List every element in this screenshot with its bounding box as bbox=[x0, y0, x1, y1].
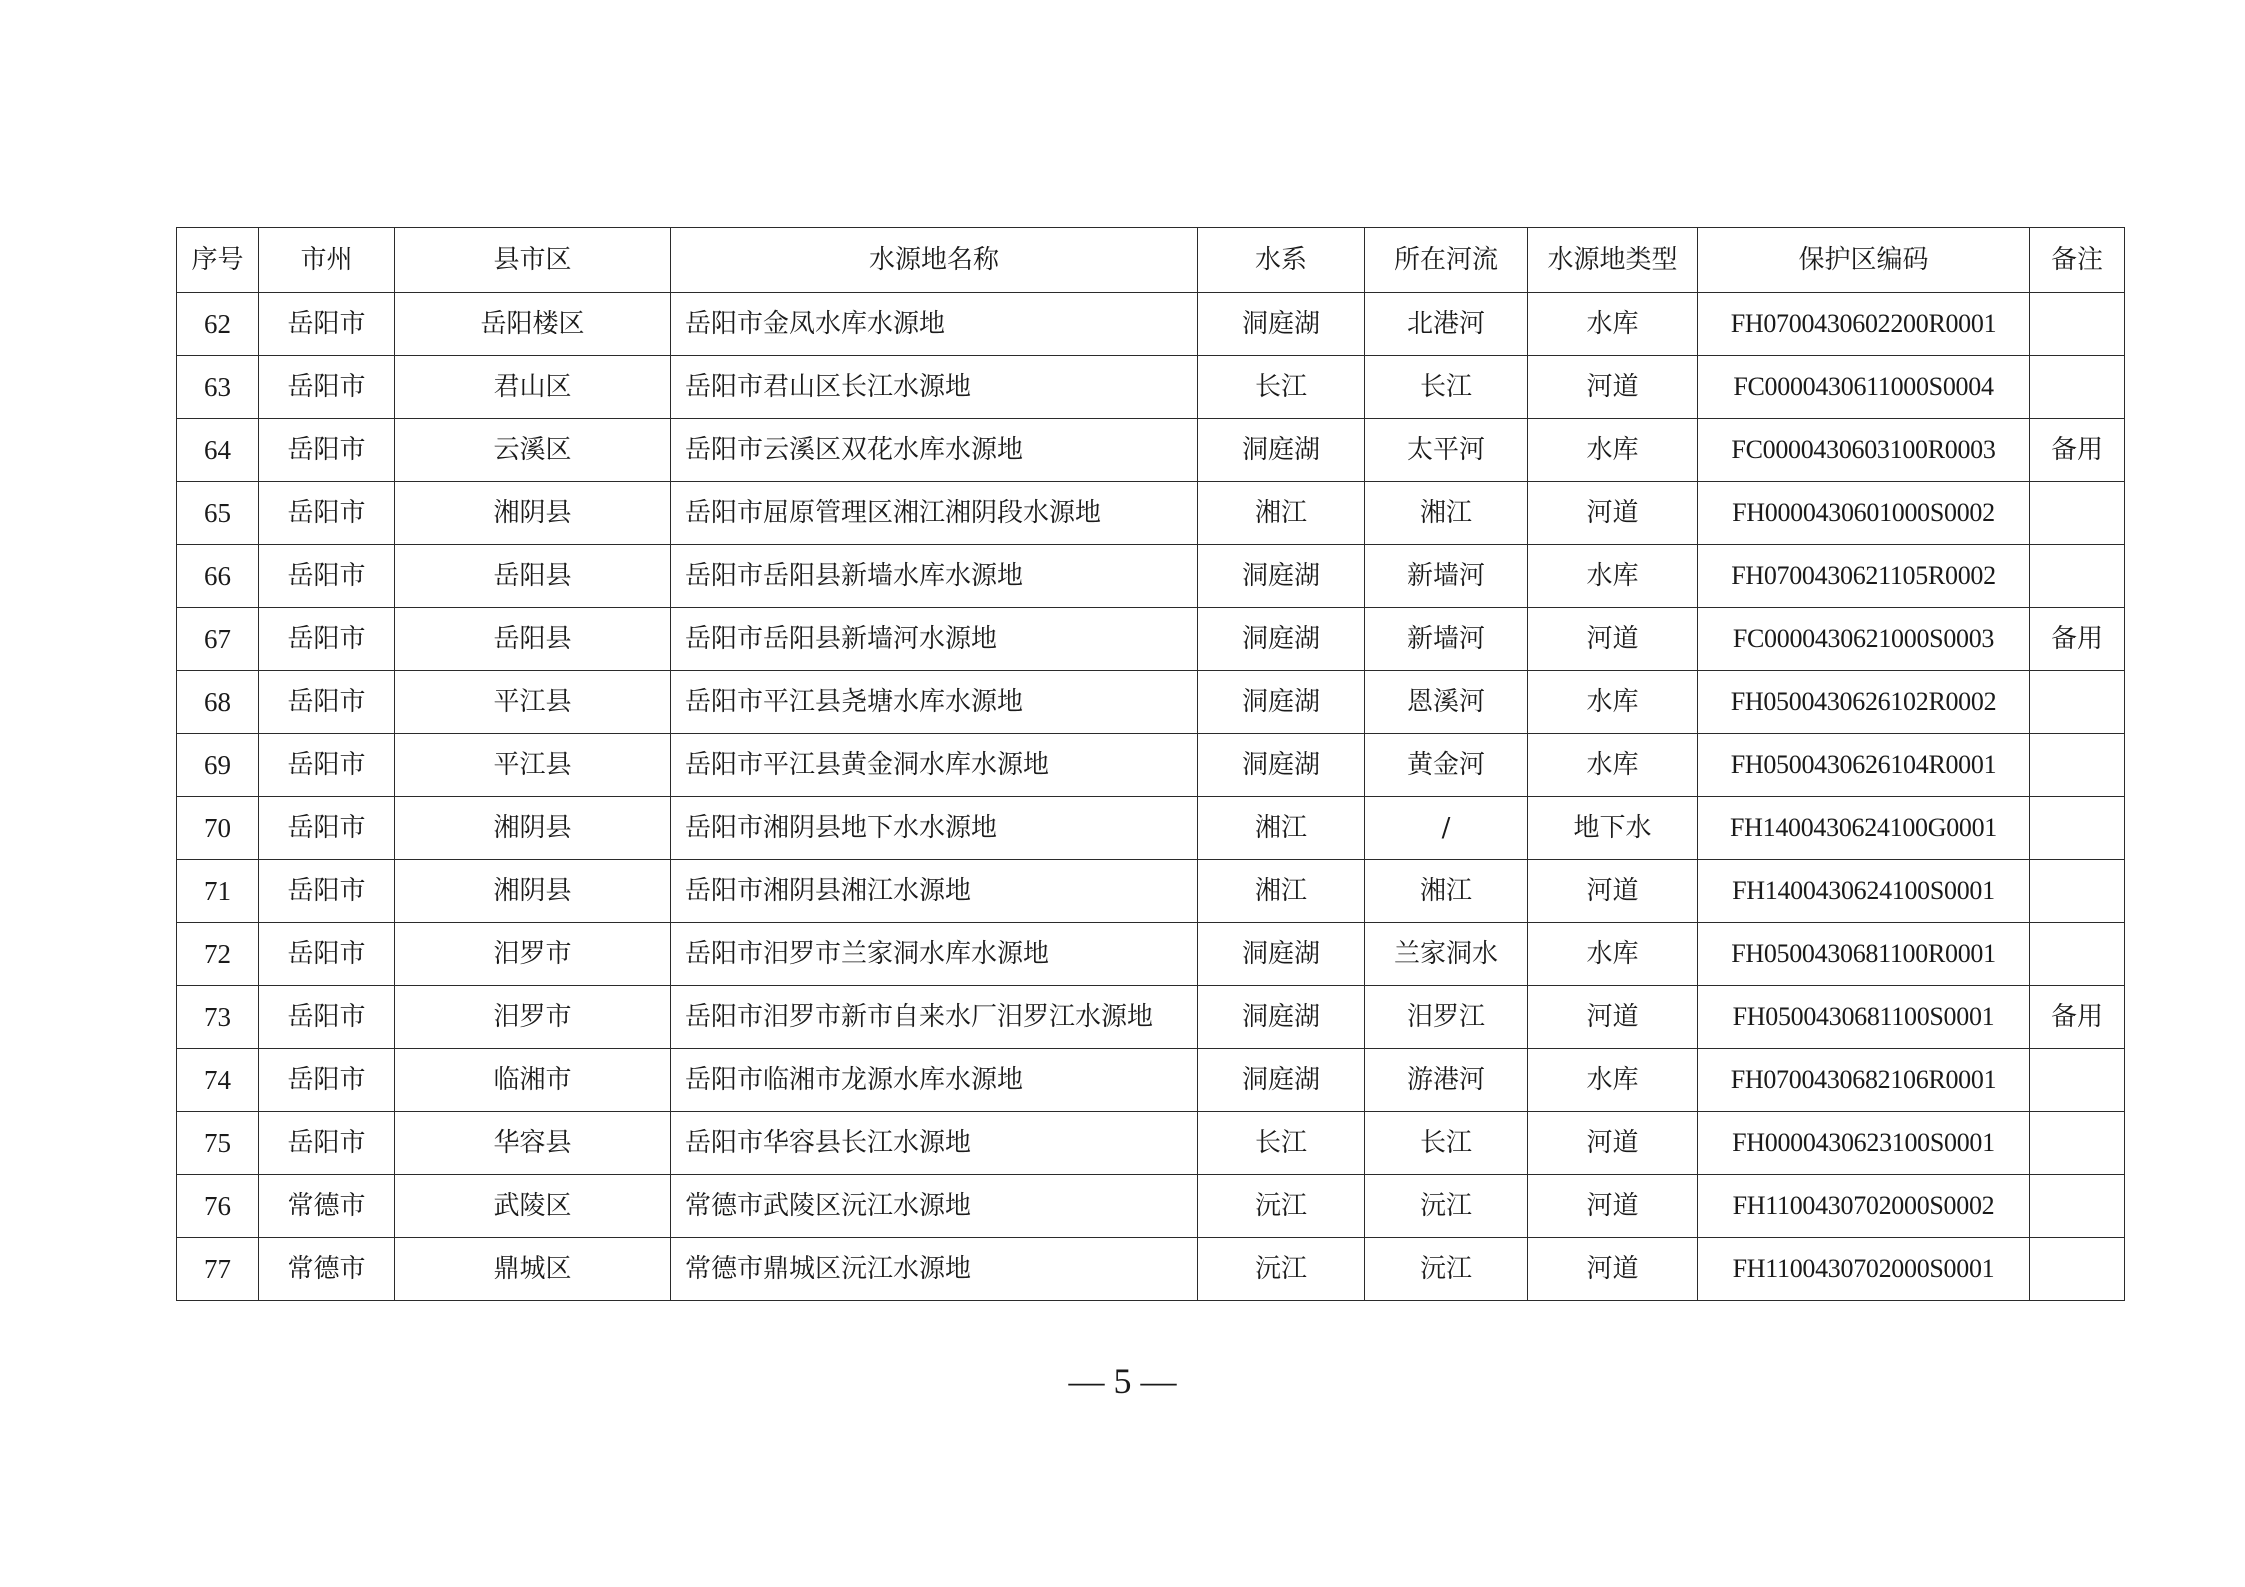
cell-source-name: 岳阳市屈原管理区湘江湘阴段水源地 bbox=[671, 482, 1198, 545]
cell-water-system: 湘江 bbox=[1198, 860, 1365, 923]
cell-source-name: 岳阳市汨罗市新市自来水厂汨罗江水源地 bbox=[671, 986, 1198, 1049]
cell-city: 岳阳市 bbox=[259, 986, 395, 1049]
cell-river: 沅江 bbox=[1365, 1238, 1528, 1301]
cell-city: 岳阳市 bbox=[259, 545, 395, 608]
cell-water-system: 长江 bbox=[1198, 1112, 1365, 1175]
cell-protection-code: FH1400430624100G0001 bbox=[1698, 797, 2030, 860]
table-row bbox=[177, 797, 2125, 860]
cell-county: 湘阴县 bbox=[395, 797, 671, 860]
cell-river: 黄金河 bbox=[1365, 734, 1528, 797]
cell-index: 73 bbox=[177, 986, 259, 1049]
cell-source-type: 河道 bbox=[1528, 860, 1698, 923]
cell-source-type: 地下水 bbox=[1528, 797, 1698, 860]
cell-remarks bbox=[2030, 1238, 2125, 1301]
cell-source-name: 岳阳市湘阴县地下水水源地 bbox=[671, 797, 1198, 860]
table-row bbox=[177, 671, 2125, 734]
water-source-table bbox=[176, 227, 2125, 1301]
cell-water-system: 湘江 bbox=[1198, 797, 1365, 860]
cell-city: 常德市 bbox=[259, 1238, 395, 1301]
cell-source-type: 水库 bbox=[1528, 293, 1698, 356]
cell-remarks bbox=[2030, 797, 2125, 860]
table-row bbox=[177, 608, 2125, 671]
table-row bbox=[177, 1112, 2125, 1175]
cell-city: 岳阳市 bbox=[259, 482, 395, 545]
cell-city: 岳阳市 bbox=[259, 419, 395, 482]
cell-river: 汨罗江 bbox=[1365, 986, 1528, 1049]
header-county: 县市区 bbox=[395, 228, 671, 293]
cell-county: 武陵区 bbox=[395, 1175, 671, 1238]
table-header-row bbox=[177, 228, 2125, 293]
cell-remarks bbox=[2030, 356, 2125, 419]
cell-county: 平江县 bbox=[395, 671, 671, 734]
cell-river: 兰家洞水 bbox=[1365, 923, 1528, 986]
cell-county: 湘阴县 bbox=[395, 860, 671, 923]
cell-city: 岳阳市 bbox=[259, 293, 395, 356]
cell-source-name: 岳阳市岳阳县新墙水库水源地 bbox=[671, 545, 1198, 608]
cell-city: 岳阳市 bbox=[259, 860, 395, 923]
header-index: 序号 bbox=[177, 228, 259, 293]
cell-protection-code: FC0000430611000S0004 bbox=[1698, 356, 2030, 419]
cell-protection-code: FH1100430702000S0002 bbox=[1698, 1175, 2030, 1238]
cell-water-system: 洞庭湖 bbox=[1198, 1049, 1365, 1112]
cell-source-type: 水库 bbox=[1528, 734, 1698, 797]
cell-river: 长江 bbox=[1365, 356, 1528, 419]
cell-source-type: 河道 bbox=[1528, 1175, 1698, 1238]
cell-index: 62 bbox=[177, 293, 259, 356]
cell-source-type: 河道 bbox=[1528, 1112, 1698, 1175]
cell-river: 沅江 bbox=[1365, 1175, 1528, 1238]
header-river: 所在河流 bbox=[1365, 228, 1528, 293]
cell-source-name: 岳阳市云溪区双花水库水源地 bbox=[671, 419, 1198, 482]
header-protection-code: 保护区编码 bbox=[1698, 228, 2030, 293]
cell-river: 恩溪河 bbox=[1365, 671, 1528, 734]
cell-index: 67 bbox=[177, 608, 259, 671]
cell-source-type: 河道 bbox=[1528, 986, 1698, 1049]
cell-remarks bbox=[2030, 293, 2125, 356]
cell-water-system: 洞庭湖 bbox=[1198, 608, 1365, 671]
cell-index: 65 bbox=[177, 482, 259, 545]
header-remarks: 备注 bbox=[2030, 228, 2125, 293]
cell-remarks bbox=[2030, 482, 2125, 545]
cell-index: 68 bbox=[177, 671, 259, 734]
cell-water-system: 洞庭湖 bbox=[1198, 419, 1365, 482]
cell-county: 君山区 bbox=[395, 356, 671, 419]
cell-river: 新墙河 bbox=[1365, 608, 1528, 671]
cell-index: 63 bbox=[177, 356, 259, 419]
table-row bbox=[177, 356, 2125, 419]
cell-river: 长江 bbox=[1365, 1112, 1528, 1175]
cell-source-name: 常德市武陵区沅江水源地 bbox=[671, 1175, 1198, 1238]
cell-water-system: 洞庭湖 bbox=[1198, 293, 1365, 356]
table-row bbox=[177, 1049, 2125, 1112]
cell-county: 平江县 bbox=[395, 734, 671, 797]
cell-city: 岳阳市 bbox=[259, 797, 395, 860]
cell-remarks bbox=[2030, 860, 2125, 923]
table-row bbox=[177, 1175, 2125, 1238]
table-row bbox=[177, 734, 2125, 797]
cell-county: 岳阳县 bbox=[395, 608, 671, 671]
cell-index: 75 bbox=[177, 1112, 259, 1175]
cell-county: 岳阳楼区 bbox=[395, 293, 671, 356]
cell-river: 太平河 bbox=[1365, 419, 1528, 482]
cell-source-name: 岳阳市临湘市龙源水库水源地 bbox=[671, 1049, 1198, 1112]
cell-remarks bbox=[2030, 1175, 2125, 1238]
cell-source-name: 岳阳市平江县尧塘水库水源地 bbox=[671, 671, 1198, 734]
cell-remarks bbox=[2030, 545, 2125, 608]
cell-city: 岳阳市 bbox=[259, 734, 395, 797]
cell-protection-code: FH0500430681100R0001 bbox=[1698, 923, 2030, 986]
cell-source-type: 水库 bbox=[1528, 923, 1698, 986]
cell-river: / bbox=[1365, 797, 1528, 860]
cell-index: 70 bbox=[177, 797, 259, 860]
cell-water-system: 长江 bbox=[1198, 356, 1365, 419]
cell-remarks bbox=[2030, 734, 2125, 797]
cell-index: 64 bbox=[177, 419, 259, 482]
cell-protection-code: FH1400430624100S0001 bbox=[1698, 860, 2030, 923]
cell-source-type: 河道 bbox=[1528, 1238, 1698, 1301]
cell-county: 云溪区 bbox=[395, 419, 671, 482]
header-source-name: 水源地名称 bbox=[671, 228, 1198, 293]
cell-remarks bbox=[2030, 1049, 2125, 1112]
cell-county: 临湘市 bbox=[395, 1049, 671, 1112]
cell-water-system: 洞庭湖 bbox=[1198, 923, 1365, 986]
cell-protection-code: FH0700430682106R0001 bbox=[1698, 1049, 2030, 1112]
table-body bbox=[177, 293, 2125, 1301]
header-source-type: 水源地类型 bbox=[1528, 228, 1698, 293]
cell-protection-code: FC0000430621000S0003 bbox=[1698, 608, 2030, 671]
cell-water-system: 洞庭湖 bbox=[1198, 545, 1365, 608]
cell-county: 岳阳县 bbox=[395, 545, 671, 608]
cell-source-type: 水库 bbox=[1528, 671, 1698, 734]
cell-source-name: 岳阳市汨罗市兰家洞水库水源地 bbox=[671, 923, 1198, 986]
cell-source-name: 岳阳市君山区长江水源地 bbox=[671, 356, 1198, 419]
cell-source-name: 岳阳市华容县长江水源地 bbox=[671, 1112, 1198, 1175]
cell-county: 华容县 bbox=[395, 1112, 671, 1175]
cell-source-type: 河道 bbox=[1528, 608, 1698, 671]
cell-river: 湘江 bbox=[1365, 482, 1528, 545]
table-row bbox=[177, 1238, 2125, 1301]
cell-protection-code: FH0700430602200R0001 bbox=[1698, 293, 2030, 356]
table-row bbox=[177, 923, 2125, 986]
cell-water-system: 沅江 bbox=[1198, 1238, 1365, 1301]
cell-source-type: 水库 bbox=[1528, 1049, 1698, 1112]
cell-water-system: 洞庭湖 bbox=[1198, 734, 1365, 797]
cell-city: 岳阳市 bbox=[259, 923, 395, 986]
cell-remarks: 备用 bbox=[2030, 419, 2125, 482]
header-water-system: 水系 bbox=[1198, 228, 1365, 293]
cell-city: 岳阳市 bbox=[259, 608, 395, 671]
table-row bbox=[177, 293, 2125, 356]
cell-city: 岳阳市 bbox=[259, 356, 395, 419]
table-row bbox=[177, 482, 2125, 545]
table-row bbox=[177, 986, 2125, 1049]
cell-protection-code: FH0700430621105R0002 bbox=[1698, 545, 2030, 608]
cell-remarks: 备用 bbox=[2030, 986, 2125, 1049]
cell-index: 66 bbox=[177, 545, 259, 608]
cell-water-system: 洞庭湖 bbox=[1198, 986, 1365, 1049]
cell-index: 76 bbox=[177, 1175, 259, 1238]
cell-source-type: 水库 bbox=[1528, 419, 1698, 482]
cell-county: 鼎城区 bbox=[395, 1238, 671, 1301]
cell-remarks bbox=[2030, 923, 2125, 986]
cell-source-name: 岳阳市金凤水库水源地 bbox=[671, 293, 1198, 356]
cell-river: 湘江 bbox=[1365, 860, 1528, 923]
cell-county: 湘阴县 bbox=[395, 482, 671, 545]
cell-index: 69 bbox=[177, 734, 259, 797]
cell-river: 北港河 bbox=[1365, 293, 1528, 356]
cell-protection-code: FH0500430626104R0001 bbox=[1698, 734, 2030, 797]
cell-county: 汨罗市 bbox=[395, 923, 671, 986]
cell-index: 72 bbox=[177, 923, 259, 986]
cell-remarks bbox=[2030, 1112, 2125, 1175]
cell-river: 游港河 bbox=[1365, 1049, 1528, 1112]
page-number: — 5 — bbox=[1068, 1361, 1177, 1401]
table-row bbox=[177, 419, 2125, 482]
cell-river: 新墙河 bbox=[1365, 545, 1528, 608]
cell-protection-code: FH1100430702000S0001 bbox=[1698, 1238, 2030, 1301]
cell-protection-code: FH0500430681100S0001 bbox=[1698, 986, 2030, 1049]
cell-source-name: 常德市鼎城区沅江水源地 bbox=[671, 1238, 1198, 1301]
cell-county: 汨罗市 bbox=[395, 986, 671, 1049]
cell-index: 77 bbox=[177, 1238, 259, 1301]
cell-source-type: 水库 bbox=[1528, 545, 1698, 608]
cell-protection-code: FH0000430623100S0001 bbox=[1698, 1112, 2030, 1175]
cell-city: 岳阳市 bbox=[259, 671, 395, 734]
cell-remarks bbox=[2030, 671, 2125, 734]
cell-source-type: 河道 bbox=[1528, 482, 1698, 545]
cell-city: 常德市 bbox=[259, 1175, 395, 1238]
header-city: 市州 bbox=[259, 228, 395, 293]
cell-protection-code: FH0000430601000S0002 bbox=[1698, 482, 2030, 545]
cell-city: 岳阳市 bbox=[259, 1112, 395, 1175]
cell-water-system: 洞庭湖 bbox=[1198, 671, 1365, 734]
cell-city: 岳阳市 bbox=[259, 1049, 395, 1112]
table-row bbox=[177, 545, 2125, 608]
cell-source-name: 岳阳市平江县黄金洞水库水源地 bbox=[671, 734, 1198, 797]
cell-protection-code: FC0000430603100R0003 bbox=[1698, 419, 2030, 482]
cell-protection-code: FH0500430626102R0002 bbox=[1698, 671, 2030, 734]
cell-index: 71 bbox=[177, 860, 259, 923]
cell-index: 74 bbox=[177, 1049, 259, 1112]
table-row bbox=[177, 860, 2125, 923]
cell-water-system: 湘江 bbox=[1198, 482, 1365, 545]
cell-source-name: 岳阳市岳阳县新墙河水源地 bbox=[671, 608, 1198, 671]
cell-water-system: 沅江 bbox=[1198, 1175, 1365, 1238]
cell-source-name: 岳阳市湘阴县湘江水源地 bbox=[671, 860, 1198, 923]
cell-remarks: 备用 bbox=[2030, 608, 2125, 671]
cell-source-type: 河道 bbox=[1528, 356, 1698, 419]
